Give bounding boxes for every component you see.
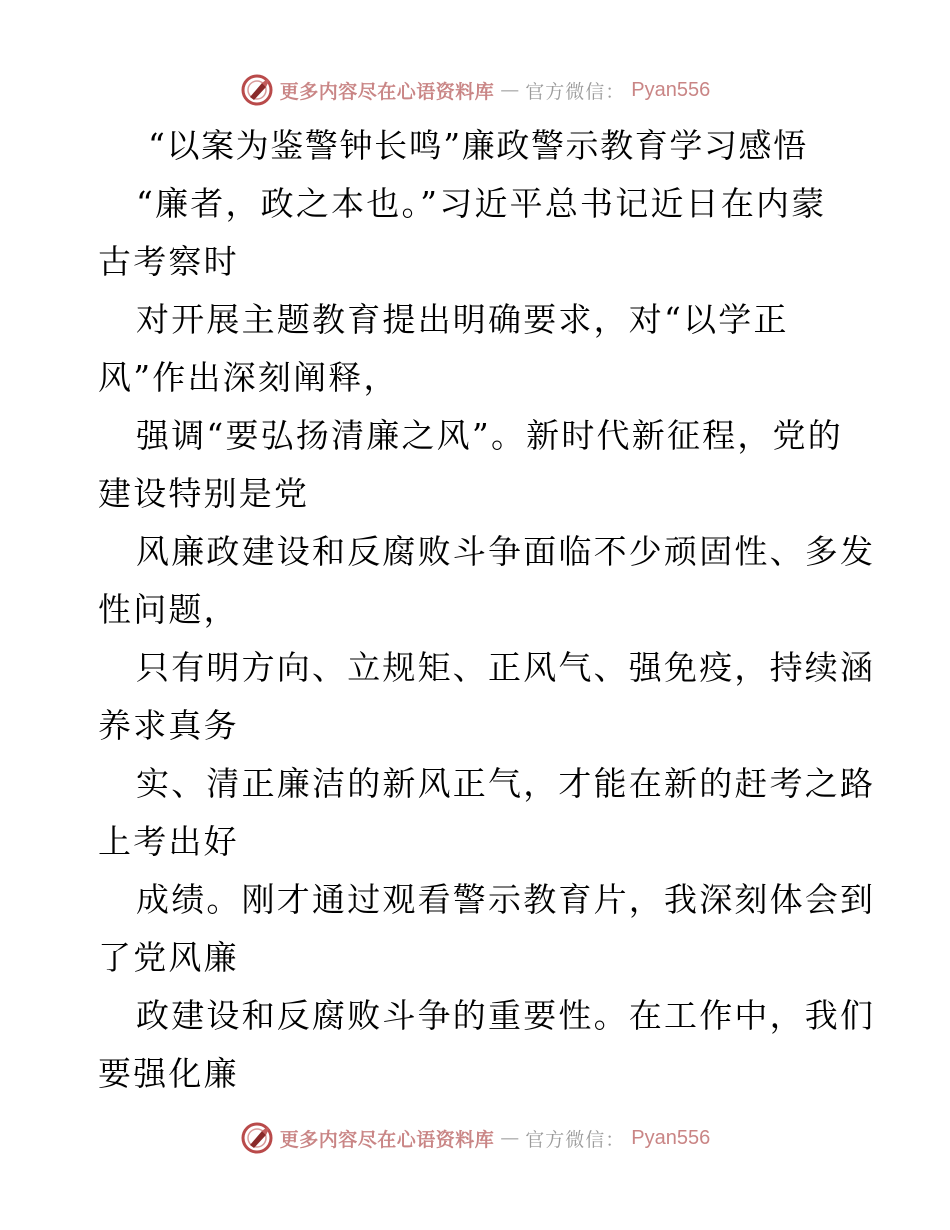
banner-wechat-label: 官方微信： [525,1128,626,1151]
body-line-10: 养求真务 [98,706,239,745]
header-watermark-banner [0,70,950,110]
footer-watermark-banner [0,1118,950,1158]
pen-nib-logo-icon [240,1121,274,1155]
banner-wechat-id: Pyan556 [631,1126,711,1149]
body-line-14: 了党风廉 [98,938,239,977]
body-line-16: 要强化廉 [98,1054,239,1093]
body-line-5: 强调“要弘扬清廉之风”。新时代新征程，党的 [136,416,843,455]
banner-site-text: 更多内容尽在心语资料库 [279,80,495,103]
banner-separator: — [500,79,520,101]
body-line-4: 风”作出深刻阐释， [98,358,399,397]
body-line-13: 成绩。刚才通过观看警示教育片，我深刻体会到 [136,880,876,919]
pen-nib-logo-icon [240,73,274,107]
body-line-1: “廉者，政之本也。”习近平总书记近日在内蒙 [136,184,827,223]
document-title: “以案为鉴警钟长鸣”廉政警示教育学习感悟 [148,126,808,165]
banner-site-text: 更多内容尽在心语资料库 [279,1128,495,1151]
banner-wechat-label: 官方微信： [525,80,626,103]
body-line-7: 风廉政建设和反腐败斗争面临不少顽固性、多发 [136,532,876,571]
body-line-11: 实、清正廉洁的新风正气，才能在新的赶考之路 [136,764,876,803]
body-line-15: 政建设和反腐败斗争的重要性。在工作中，我们 [136,996,876,1035]
body-line-3: 对开展主题教育提出明确要求，对“以学正 [136,300,789,339]
body-line-8: 性问题， [98,590,239,629]
banner-wechat-id: Pyan556 [631,78,711,101]
body-line-2: 古考察时 [98,242,239,281]
body-line-12: 上考出好 [98,822,239,861]
body-line-6: 建设特别是党 [98,474,310,513]
banner-separator: — [500,1127,520,1149]
body-line-9: 只有明方向、立规矩、正风气、强免疫，持续涵 [136,648,876,687]
